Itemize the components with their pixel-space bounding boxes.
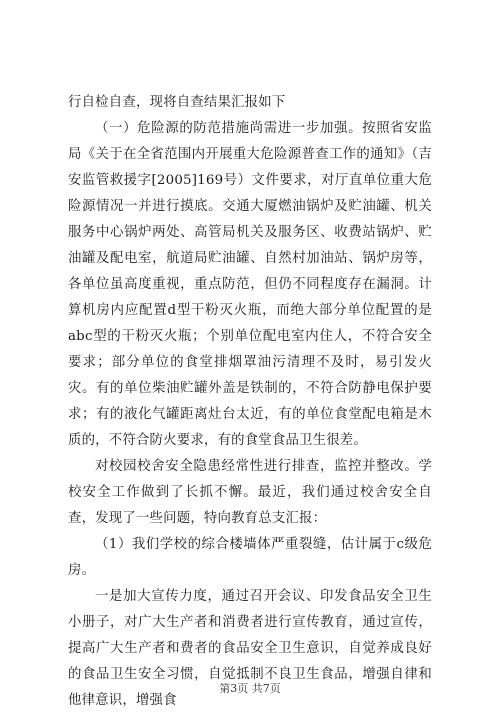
paragraph-campus-safety: 对校园校舍安全隐患经常性进行排查，监控并整改。学校安全工作做到了长抓不懈。最近，我们通过校舍安全自查，发现了一些问题，特向教育总支汇报： [68, 459, 432, 526]
paragraph-hazard-sources: （一）危险源的防范措施尚需进一步加强。按照省安监局《关于在全省范围内开展重大危险源普查工作的通知》（吉安监管救援字[2005]169号）文件要求，对厅直单位重大危险源情况一并进行摸底。交通大厦燃油锅炉及贮油罐、机关服务中心锅炉两处、高管局机关及服务区、收费站锅炉、贮油罐及配电室，航道局贮油罐、自然村加油站、锅炉房等，各单位虽高度重视，重点防范，但仍不同程度存在漏洞。计算机房内应配置d型干粉灭火瓶，而绝大部分单位配置的是abc型的干粉灭火瓶；个别单位配电室内住人，不符合安全要求；部分单位的食堂排烟罩油污清理不及时，易引发火灾。有的单位柴油贮罐外盖是铁制的，不符合防静电保护要求；有的液化气罐距离灶台太近，有的单位食堂配电箱是木质的，不符合防火要求，有的食堂食品卫生很差。 [68, 121, 432, 448]
paragraph-publicity: 一是加大宣传力度，通过召开会议、印发食品安全卫生小册子，对广大生产者和消费者进行宣传教育，通过宣传，提高广大生产者和费者的食品安全卫生意识，自觉养成良好的食品卫生安全习惯，自觉抵制不良卫生食品，增强自律和他律意识，增强食 [68, 589, 432, 708]
document-body [68, 90, 432, 714]
paragraph-continuation: 行自检自查，现将自查结果汇报如下 [68, 95, 286, 110]
page-footer: 第3页 共7页 [219, 682, 281, 695]
paragraph-item-1: （1）我们学校的综合楼墙体严重裂缝，估计属于c级危房。 [68, 537, 432, 578]
